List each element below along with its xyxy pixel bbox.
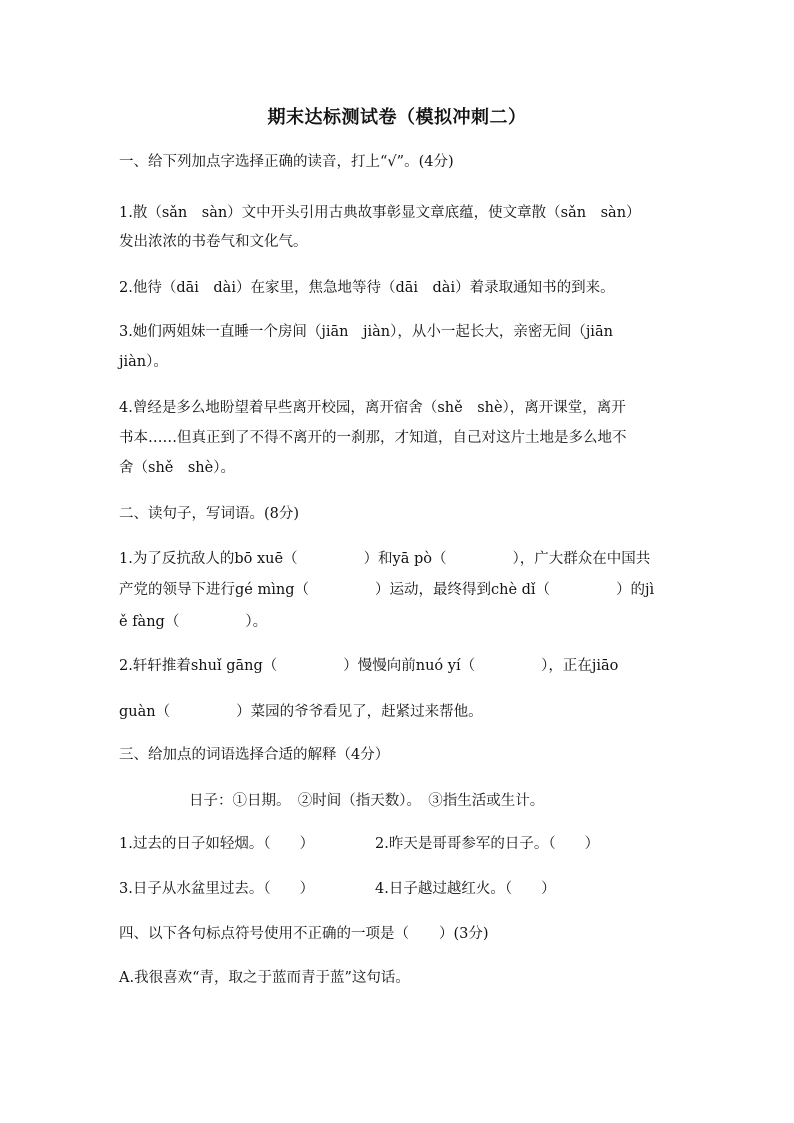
s2-q2-line1 xyxy=(119,656,618,676)
s2-q1-text-e: ）运动，最终得到chè dǐ（ xyxy=(374,582,551,598)
s2-q1-text-b: ）和yā pò（ xyxy=(363,551,447,567)
s1-q3-line1: 3.她们两姐妹一直睡一个房间（jiān jiàn），从小一起长大，亲密无间（jiān xyxy=(119,324,613,340)
s2-q2-text-d: guàn（ xyxy=(119,704,171,720)
s2-q2-text-a: 2.轩轩推着shuǐ gāng（ xyxy=(119,658,278,674)
s1-q1-line2: 发出浓浓的书卷气和文化气。 xyxy=(119,234,308,250)
s4-heading-a: 四、以下各句标点符号使用不正确的一项是（ xyxy=(119,926,409,942)
section4-heading xyxy=(119,924,489,944)
section2-heading: 二、读句子，写词语。(8分) xyxy=(119,506,300,522)
s1-q4-line1: 4.曾经是多么地盼望着早些离开校园，离开宿舍（shě shè），离开课堂，离开 xyxy=(119,400,626,416)
s2-q1-text-g: ě fàng（ xyxy=(119,614,180,630)
s4-option-a: A.我很喜欢“青，取之于蓝而青于蓝”这句话。 xyxy=(119,970,410,986)
s3-q4: 4.日子越过越红火。（ ） xyxy=(375,881,556,897)
s3-q3: 3.日子从水盆里过去。（ ） xyxy=(119,881,315,897)
s2-q1-text-c: ），广大群众在中国共 xyxy=(512,551,651,567)
s3-options: 日子：①日期。 ②时间（指天数）。 ③指生活或生计。 xyxy=(189,793,545,809)
s1-q3-line2: jiàn）。 xyxy=(119,354,168,370)
s2-q1-text-a: 1.为了反抗敌人的bō xuē（ xyxy=(119,551,298,567)
s2-q1-line2 xyxy=(119,580,654,600)
section3-heading: 三、给加点的词语选择合适的解释（4分） xyxy=(119,747,390,763)
s2-q2-text-e: ）菜园的爷爷看见了，赶紧过来帮他。 xyxy=(236,704,483,720)
s2-q1-text-f: ）的jì xyxy=(616,582,655,598)
s1-q4-line3: 舍（shě shè）。 xyxy=(119,460,235,476)
s1-q4-line2: 书本……但真正到了不得不离开的一刹那，才知道，自己对这片土地是多么地不 xyxy=(119,430,627,446)
s3-q1: 1.过去的日子如轻烟。（ ） xyxy=(119,836,315,852)
s3-q2: 2.昨天是哥哥参军的日子。（ ） xyxy=(375,836,600,852)
section1-heading: 一、给下列加点字选择正确的读音，打上“√”。(4分) xyxy=(119,154,454,170)
s2-q1-line3 xyxy=(119,612,267,632)
s4-heading-b: ）(3分) xyxy=(439,926,489,942)
s2-q1-text-d: 产党的领导下进行gé mìng（ xyxy=(119,582,309,598)
s2-q2-text-b: ）慢慢向前nuó yí（ xyxy=(343,658,476,674)
s2-q2-line2 xyxy=(119,702,483,722)
s2-q1-line1 xyxy=(119,549,650,569)
s2-q1-text-h: ）。 xyxy=(245,614,268,630)
s2-q2-text-c: ），正在jiāo xyxy=(541,658,619,674)
s1-q1-line1: 1.散（sǎn sàn）文中开头引用古典故事彰显文章底蕴，使文章散（sǎn sàn） xyxy=(119,205,641,221)
page-title: 期末达标测试卷（模拟冲刺二） xyxy=(267,107,527,128)
s1-q2: 2.他待（dāi dài）在家里，焦急地等待（dāi dài）着录取通知书的到来。 xyxy=(119,280,615,296)
